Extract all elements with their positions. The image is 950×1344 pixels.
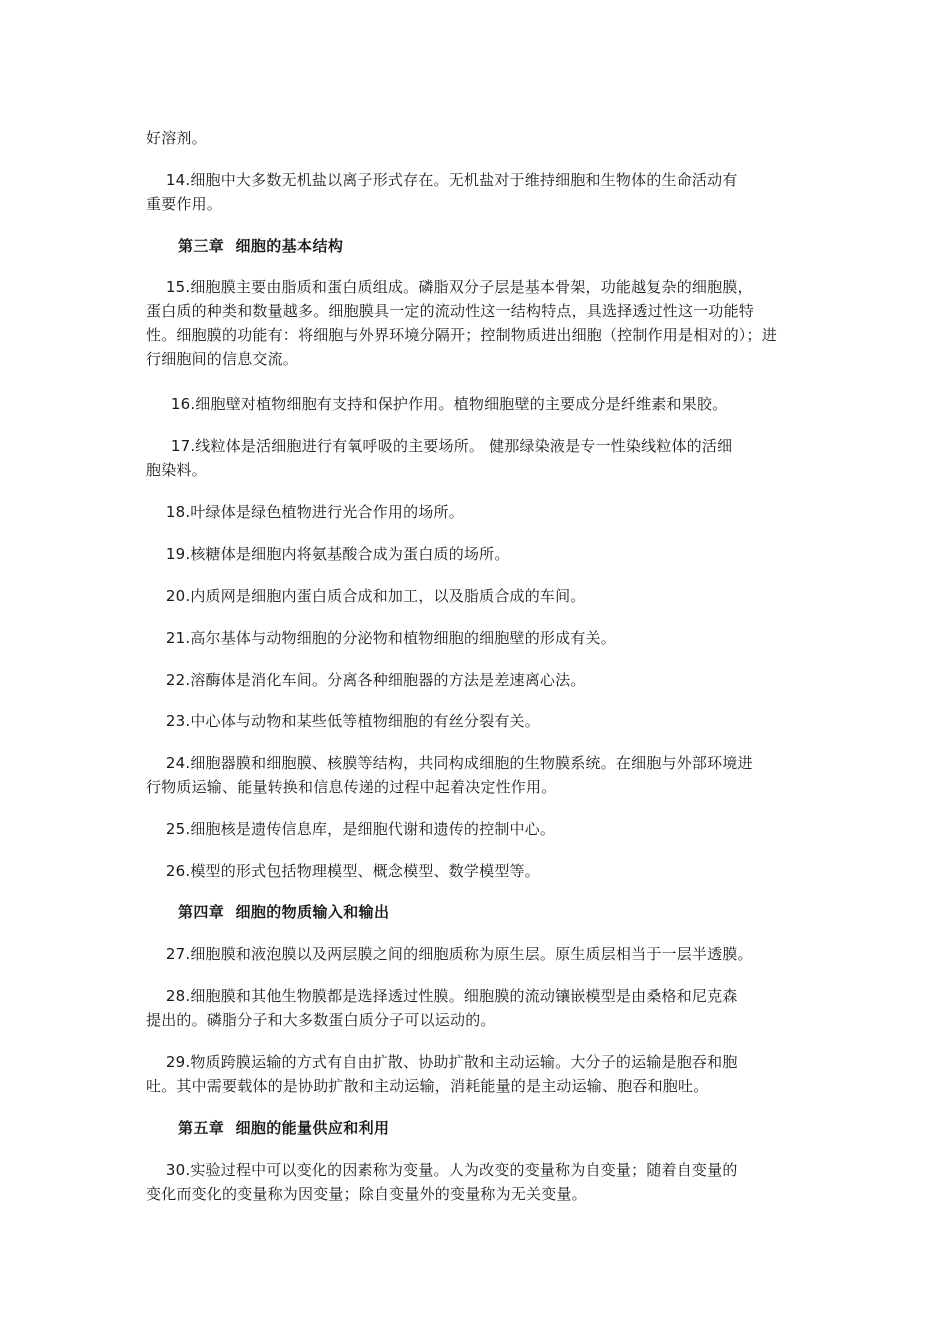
text-line: 30.实验过程中可以变化的因素称为变量。人为改变的变量称为自变量；随着自变量的 (146, 1161, 738, 1179)
text-line: 胞染料。 (146, 461, 207, 479)
text-line: 18.叶绿体是绿色植物进行光合作用的场所。 (146, 503, 464, 521)
text-line: 性。细胞膜的功能有：将细胞与外界环境分隔开；控制物质进出细胞（控制作用是相对的）；进 (146, 326, 777, 344)
text-line: 26.模型的形式包括物理模型、概念模型、数学模型等。 (146, 862, 540, 880)
paragraph-26 (146, 859, 818, 883)
paragraph-20 (146, 584, 818, 608)
text-line: 好溶剂。 (146, 129, 207, 147)
text-line: 变化而变化的变量称为因变量；除自变量外的变量称为无关变量。 (146, 1185, 587, 1203)
text-line: 27.细胞膜和液泡膜以及两层膜之间的细胞质称为原生层。原生质层相当于一层半透膜。 (146, 945, 753, 963)
text-line: 15.细胞膜主要由脂质和蛋白质组成。磷脂双分子层是基本骨架，功能越复杂的细胞膜， (146, 278, 753, 296)
text-line: 29.物质跨膜运输的方式有自由扩散、协助扩散和主动运输。大分子的运输是胞吞和胞 (146, 1053, 738, 1071)
text-line: 22.溶酶体是消化车间。分离各种细胞器的方法是差速离心法。 (146, 671, 586, 689)
text-line: 21.高尔基体与动物细胞的分泌物和植物细胞的细胞壁的形成有关。 (146, 629, 616, 647)
paragraph-25 (146, 817, 818, 841)
text-line: 17.线粒体是活细胞进行有氧呼吸的主要场所。 健那绿染液是专一性染线粒体的活细 (146, 437, 733, 455)
chapter-heading-4: 第四章 细胞的物质输入和输出 (178, 903, 390, 921)
paragraph-24 (146, 751, 818, 799)
paragraph-28 (146, 984, 818, 1032)
paragraph-22 (146, 668, 818, 692)
text-line: 16.细胞壁对植物细胞有支持和保护作用。植物细胞壁的主要成分是纤维素和果胶。 (146, 395, 728, 413)
paragraph-14 (146, 168, 818, 216)
text-line: 提出的。磷脂分子和大多数蛋白质分子可以运动的。 (146, 1011, 496, 1029)
paragraph-15 (146, 275, 818, 371)
paragraph-19 (146, 542, 818, 566)
text-line: 28.细胞膜和其他生物膜都是选择透过性膜。细胞膜的流动镶嵌模型是由桑格和尼克森 (146, 987, 738, 1005)
text-line: 行物质运输、能量转换和信息传递的过程中起着决定性作用。 (146, 778, 557, 796)
text-line: 蛋白质的种类和数量越多。细胞膜具一定的流动性这一结构特点，具选择透过性这一功能特 (146, 302, 755, 320)
paragraph-29 (146, 1050, 818, 1098)
paragraph-17 (146, 434, 818, 482)
text-line: 吐。其中需要载体的是协助扩散和主动运输，消耗能量的是主动运输、胞吞和胞吐。 (146, 1077, 709, 1095)
paragraph-27 (146, 942, 818, 966)
chapter-heading-3: 第三章 细胞的基本结构 (178, 237, 344, 255)
chapter-heading-5: 第五章 细胞的能量供应和利用 (178, 1119, 390, 1137)
paragraph-21 (146, 626, 818, 650)
paragraph-continuation (146, 126, 818, 150)
text-line: 24.细胞器膜和细胞膜、核膜等结构，共同构成细胞的生物膜系统。在细胞与外部环境进 (146, 754, 753, 772)
text-line: 行细胞间的信息交流。 (146, 350, 299, 368)
paragraph-18 (146, 500, 818, 524)
text-line: 25.细胞核是遗传信息库，是细胞代谢和遗传的控制中心。 (146, 820, 556, 838)
paragraph-16 (146, 392, 818, 416)
text-line: 20.内质网是细胞内蛋白质合成和加工，以及脂质合成的车间。 (146, 587, 586, 605)
text-line: 23.中心体与动物和某些低等植物细胞的有丝分裂有关。 (146, 712, 540, 730)
text-line: 19.核糖体是细胞内将氨基酸合成为蛋白质的场所。 (146, 545, 510, 563)
text-line: 重要作用。 (146, 195, 223, 213)
paragraph-23 (146, 709, 818, 733)
paragraph-30 (146, 1158, 818, 1206)
text-line: 14.细胞中大多数无机盐以离子形式存在。无机盐对于维持细胞和生物体的生命活动有 (146, 171, 738, 189)
